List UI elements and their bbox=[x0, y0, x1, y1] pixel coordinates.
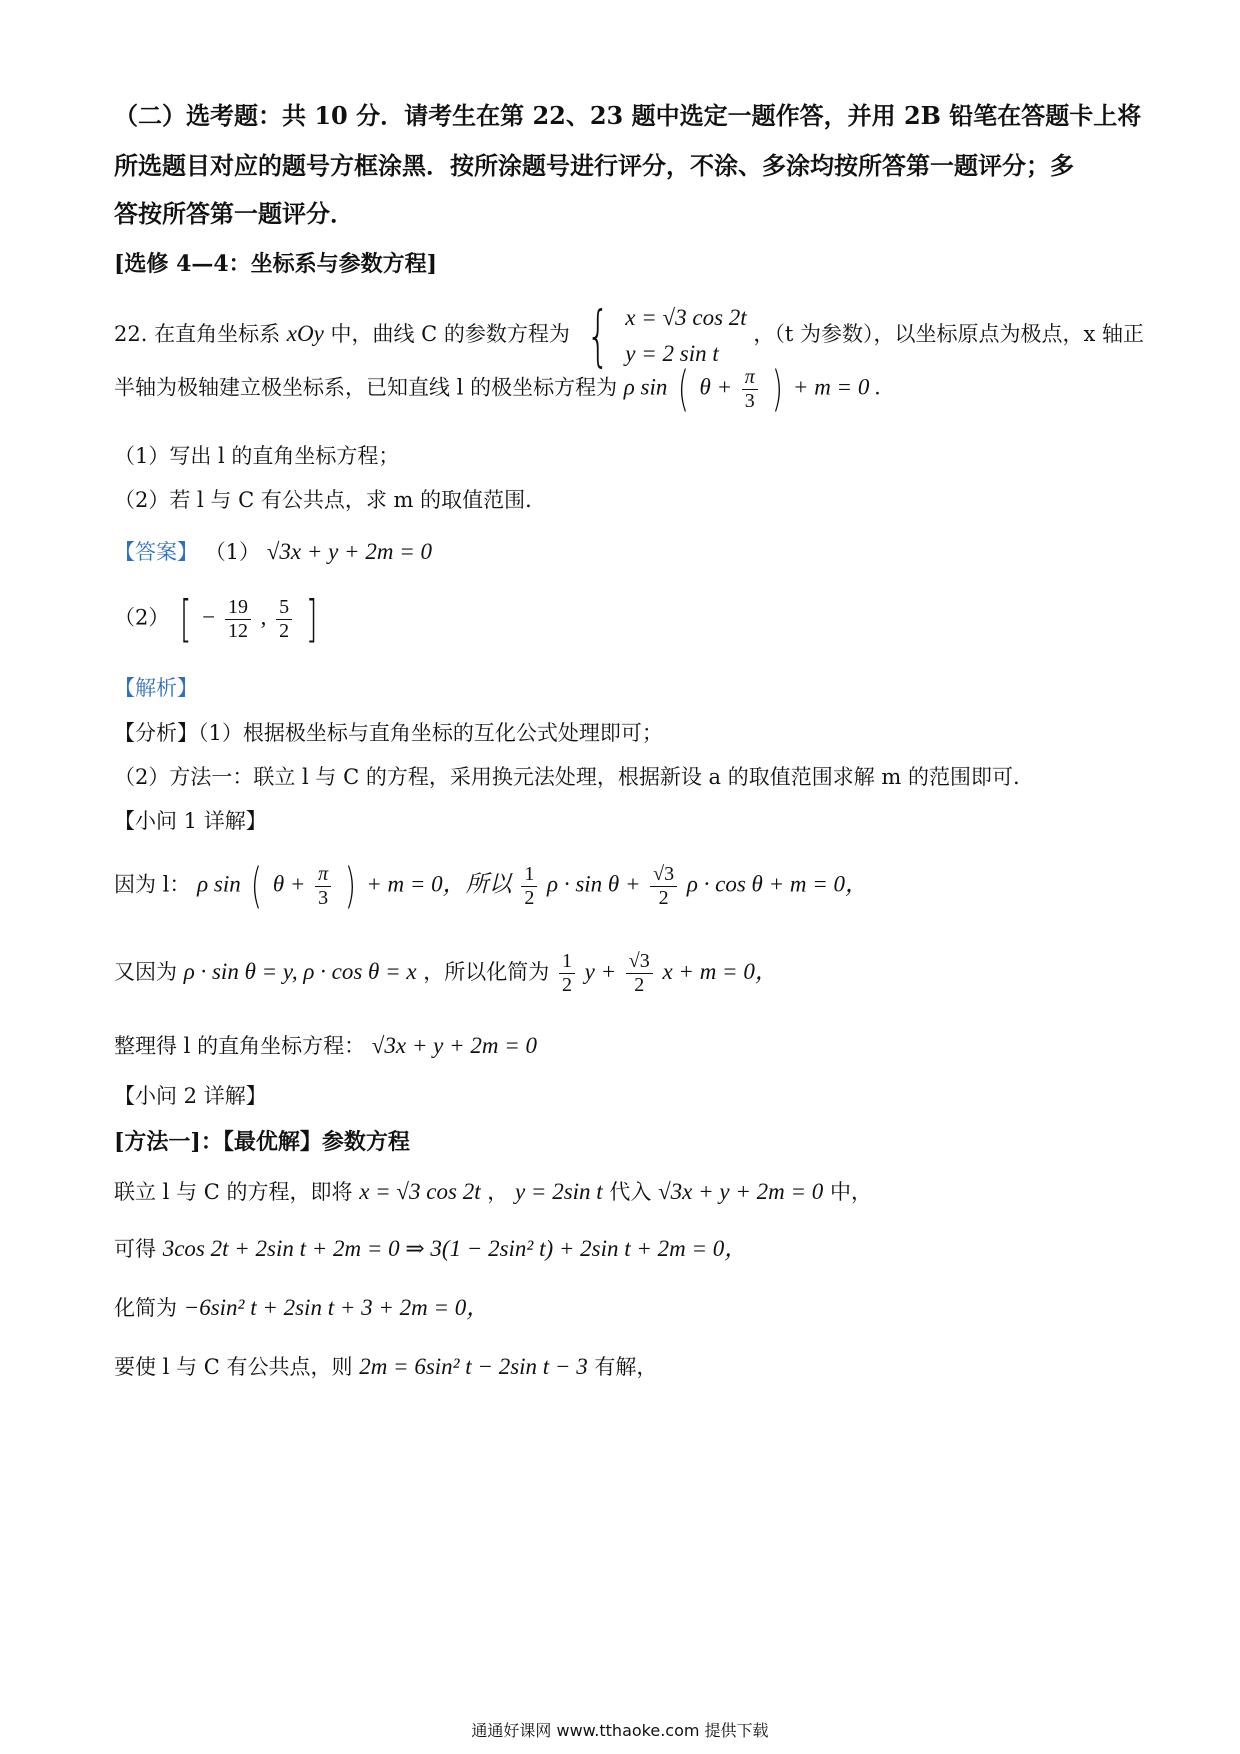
answer-line-1 bbox=[114, 537, 432, 567]
question-mid: 中，曲线 C 的参数方程为 bbox=[330, 322, 570, 347]
question-line-1 bbox=[114, 296, 1145, 374]
sub2-l1-eq1: x = √3 cos 2t bbox=[359, 1179, 481, 1204]
coord-system: xOy bbox=[286, 321, 324, 347]
sub1-l2-mid: ，所以化简为 bbox=[423, 960, 550, 984]
sub1-title: 【小问 1 详解】 bbox=[114, 809, 267, 833]
sub1-l2-half-den: 2 bbox=[561, 974, 572, 996]
right-paren: ) bbox=[771, 361, 783, 417]
answer-part1-equation: √3x + y + 2m = 0 bbox=[266, 539, 432, 564]
intro-line-1: （二）选考题：共 10 分．请考生在第 22、23 题中选定一题作答，并用 2B 铅笔在答题卡上将 bbox=[114, 101, 1142, 130]
page-footer: 通通好课网 www.tthaoke.com 提供下载 bbox=[471, 1721, 769, 1740]
sub1-l1-a: ρ · sin θ + bbox=[547, 871, 641, 897]
pi-numerator: π bbox=[742, 366, 758, 390]
sub1-three: 3 bbox=[318, 886, 329, 909]
denominator-2: 2 bbox=[279, 619, 290, 642]
sub1-l2-sqrt3: √3 bbox=[626, 950, 653, 974]
sub1-l2-two: 2 bbox=[634, 974, 645, 996]
sub2-l3-eq: −6sin² t + 2sin t + 3 + 2m = 0， bbox=[183, 1295, 490, 1320]
sub2-l1-c: 代入 bbox=[609, 1180, 652, 1204]
sub1-right-paren: ) bbox=[344, 858, 356, 914]
polar-rhs: + m = 0 . bbox=[792, 374, 881, 400]
intro-line-3: 答按所答第一题评分． bbox=[114, 199, 354, 228]
sub1-l3-eq: √3x + y + 2m = 0 bbox=[371, 1033, 537, 1058]
sub1-polar-lhs: ρ sin bbox=[197, 871, 241, 897]
sub1-pi: π bbox=[315, 863, 331, 887]
sub2-title: 【小问 2 详解】 bbox=[114, 1084, 267, 1108]
sub2-l2-a: 可得 bbox=[114, 1237, 156, 1261]
sub1-l1-prefix: 因为 l： bbox=[114, 872, 191, 897]
left-paren: ( bbox=[677, 361, 690, 417]
param-eq-y: y = 2 sin t bbox=[625, 340, 719, 366]
param-eq-x: x = √3 cos 2t bbox=[625, 305, 747, 330]
sub2-l1-a: 联立 l 与 C 的方程，即将 bbox=[114, 1180, 353, 1204]
question-prefix: 22. 在直角坐标系 bbox=[114, 322, 281, 347]
polar-arg: θ + bbox=[699, 374, 733, 400]
analysis-line-1: 【分析】（1）根据极坐标与直角坐标的互化公式处理即可； bbox=[114, 721, 663, 745]
analysis-line-2: （2）方法一：联立 l 与 C 的方程，采用换元法处理，根据新设 a 的取值范围求解 m 的范围即可. bbox=[114, 765, 1020, 789]
sub2-method: [方法一]：【最优解】参数方程 bbox=[114, 1129, 410, 1155]
numerator-19: 19 bbox=[225, 596, 251, 620]
sub1-l2-prefix: 又因为 bbox=[114, 960, 177, 984]
question-part-1: （1）写出 l 的直角坐标方程； bbox=[114, 444, 400, 468]
sub1-polar-arg: θ + bbox=[272, 871, 306, 897]
polar-lhs: ρ sin bbox=[623, 374, 668, 400]
right-bracket: ] bbox=[305, 590, 318, 648]
section-title: [选修 4—4：坐标系与参数方程] bbox=[114, 251, 438, 277]
sub2-l4-eq: 2m = 6sin² t − 2sin t − 3 bbox=[359, 1354, 588, 1379]
question-part-2: （2）若 l 与 C 有公共点，求 m 的取值范围． bbox=[114, 488, 547, 512]
sub2-l1-eq2: y = 2sin t bbox=[514, 1179, 603, 1204]
pi-denominator: 3 bbox=[744, 389, 755, 412]
numerator-5: 5 bbox=[276, 596, 292, 620]
sub1-l2-eq: ρ · sin θ = y, ρ · cos θ = x bbox=[183, 959, 417, 984]
sub2-l1-d: 中， bbox=[829, 1180, 872, 1204]
system-brace: { bbox=[586, 296, 610, 374]
sub1-line-2 bbox=[114, 950, 778, 997]
sub1-half bbox=[521, 863, 537, 910]
sub2-l2-eq: 3cos 2t + 2sin t + 2m = 0 ⇒ 3(1 − 2sin² t) + 2sin t + 2m = 0， bbox=[162, 1236, 748, 1261]
sub1-line-1 bbox=[114, 858, 868, 914]
answer-part1-label: （1） bbox=[204, 540, 261, 564]
sub2-l4-a: 要使 l 与 C 有公共点，则 bbox=[114, 1355, 353, 1379]
sub2-l4-b: 有解， bbox=[594, 1355, 658, 1379]
sub1-half-num: 1 bbox=[521, 863, 537, 887]
sub2-l1-b: ， bbox=[487, 1180, 509, 1204]
sub1-sqrt3-over-2 bbox=[650, 863, 677, 910]
sub1-l2-a: y + bbox=[584, 959, 617, 984]
sub2-l1-eq3: √3x + y + 2m = 0 bbox=[658, 1179, 824, 1204]
question-line2-prefix: 半轴为极轴建立极坐标系，已知直线 l 的极坐标方程为 bbox=[114, 375, 618, 400]
sub1-two: 2 bbox=[658, 886, 669, 909]
sub1-l2-b: x + m = 0， bbox=[662, 959, 778, 984]
sub1-l1-b: ρ · cos θ + m = 0， bbox=[686, 871, 868, 897]
intro-line-2: 所选题目对应的题号方框涂黑．按所涂题号进行评分，不涂、多涂均按所答第一题评分；多 bbox=[114, 151, 1074, 180]
answer-line-2 bbox=[114, 590, 321, 648]
sub1-l2-sqrt3-over-2 bbox=[626, 950, 653, 997]
sub1-l1-mid: + m = 0，所以 bbox=[366, 871, 512, 897]
sub2-line-3 bbox=[114, 1293, 489, 1323]
fraction-19-12 bbox=[225, 596, 251, 643]
minus-sign: − bbox=[202, 604, 216, 630]
answer-tag: 【答案】 bbox=[114, 540, 198, 564]
analysis-tag: 【解析】 bbox=[114, 676, 198, 700]
sub1-l2-half bbox=[559, 950, 575, 997]
pi-over-3 bbox=[742, 366, 758, 413]
question-suffix: ，（t 为参数），以坐标原点为极点，x 轴正 bbox=[753, 322, 1145, 347]
answer-part2-label: （2） bbox=[114, 605, 170, 630]
sub2-l3-a: 化简为 bbox=[114, 1296, 177, 1320]
sub1-half-den: 2 bbox=[524, 886, 535, 909]
sub1-line-3 bbox=[114, 1031, 537, 1061]
left-bracket: [ bbox=[179, 590, 192, 648]
sub2-line-4 bbox=[114, 1352, 657, 1382]
denominator-12: 12 bbox=[227, 619, 248, 642]
sub1-pi-over-3 bbox=[315, 863, 331, 910]
sub1-l3-prefix: 整理得 l 的直角坐标方程： bbox=[114, 1034, 366, 1058]
interval-comma: , bbox=[260, 604, 267, 630]
sub1-left-paren: ( bbox=[251, 858, 263, 914]
question-line-2 bbox=[114, 361, 881, 417]
fraction-5-2 bbox=[276, 596, 292, 643]
sub2-line-2 bbox=[114, 1234, 747, 1264]
sub2-line-1 bbox=[114, 1177, 872, 1207]
sub1-l2-half-num: 1 bbox=[559, 950, 575, 974]
sub1-sqrt3: √3 bbox=[650, 863, 677, 887]
